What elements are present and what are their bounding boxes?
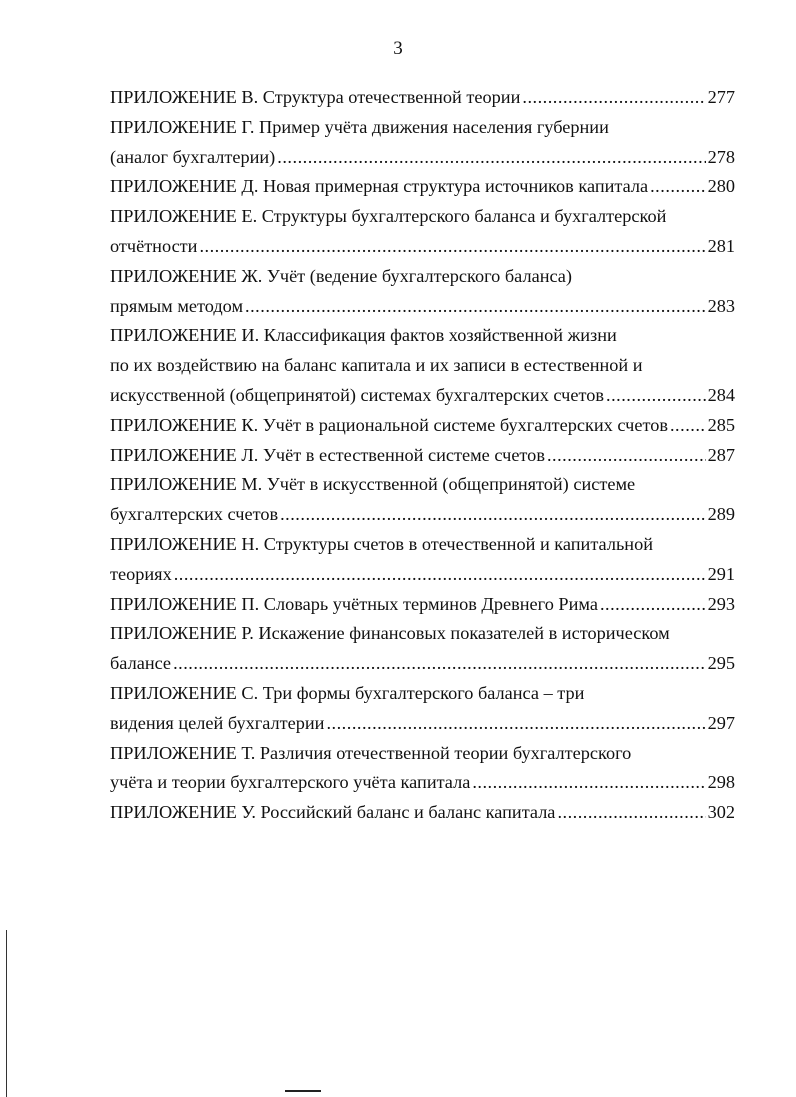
dot-leader (472, 768, 705, 798)
dot-leader (600, 590, 706, 620)
toc-entry-title: ПРИЛОЖЕНИЕ Е. Структуры бухгалтерского баланса и бухгалтерской (110, 206, 667, 227)
toc-entry-title: прямым методом (110, 295, 244, 316)
dot-leader (326, 709, 705, 739)
toc-line (110, 590, 735, 620)
toc-entry-title: теориях (110, 563, 172, 584)
toc-entry-title: бухгалтерских счетов (110, 504, 279, 525)
toc-line (110, 232, 735, 262)
toc-line (110, 768, 735, 798)
toc-line (110, 500, 735, 530)
toc-line (110, 739, 735, 769)
toc-entry-title: ПРИЛОЖЕНИЕ У. Российский баланс и баланс капитала (110, 802, 556, 823)
dot-leader (670, 411, 706, 441)
toc-entry-page: 289 (707, 504, 735, 525)
toc-line (110, 381, 735, 411)
toc-line (110, 172, 735, 202)
toc-entry-title: ПРИЛОЖЕНИЕ Н. Структуры счетов в отечественной и капитальной (110, 533, 653, 554)
toc-entry-title: отчётности (110, 235, 198, 256)
toc-entry-title: ПРИЛОЖЕНИЕ В. Структура отечественной теории (110, 87, 521, 107)
toc-line (110, 83, 735, 113)
toc-entry-title: ПРИЛОЖЕНИЕ Р. Искажение финансовых показателей в историческом (110, 623, 670, 644)
toc-line (110, 649, 735, 679)
toc-line (110, 202, 735, 232)
toc-line (110, 351, 735, 381)
toc-entry-page: 284 (707, 384, 735, 405)
toc-line (110, 798, 735, 828)
toc-line (110, 441, 735, 471)
toc-entry-title: ПРИЛОЖЕНИЕ М. Учёт в искусственной (общепринятой) системе (110, 474, 636, 495)
page-number: 3 (393, 38, 403, 59)
toc-entry-title: ПРИЛОЖЕНИЕ Г. Пример учёта движения населения губернии (110, 116, 609, 137)
toc-line (110, 470, 735, 500)
toc-entry-page: 291 (707, 563, 735, 584)
dot-leader (557, 798, 705, 828)
toc-line (110, 292, 735, 322)
dot-leader (547, 441, 706, 471)
margin-line (6, 930, 7, 1097)
toc-entry-title: ПРИЛОЖЕНИЕ К. Учёт в рациональной системе бухгалтерских счетов (110, 414, 668, 435)
dot-leader (245, 292, 706, 322)
toc-entry-page: 277 (707, 87, 735, 107)
toc-entry-page: 280 (707, 176, 735, 197)
toc-entry-title: по их воздействию на баланс капитала и их записи в естественной и (110, 355, 643, 376)
dot-leader (522, 83, 705, 113)
dot-leader (173, 649, 706, 679)
table-of-contents (110, 83, 735, 828)
toc-line (110, 143, 735, 173)
toc-entry-title: искусственной (общепринятой) системах бухгалтерских счетов (110, 384, 605, 405)
toc-entry-title: ПРИЛОЖЕНИЕ Д. Новая примерная структура источников капитала (110, 176, 649, 197)
toc-entry-title: ПРИЛОЖЕНИЕ С. Три формы бухгалтерского баланса – три (110, 682, 585, 703)
toc-entry-title: ПРИЛОЖЕНИЕ Ж. Учёт (ведение бухгалтерского баланса) (110, 265, 573, 286)
toc-entry-page: 283 (707, 295, 735, 316)
toc-line (110, 709, 735, 739)
toc-entry-page: 287 (707, 444, 735, 465)
toc-line (110, 113, 735, 143)
dot-leader (199, 232, 705, 262)
toc-entry-title: ПРИЛОЖЕНИЕ Т. Различия отечественной теории бухгалтерского (110, 742, 632, 763)
dot-leader (606, 381, 706, 411)
toc-entry-page: 278 (707, 146, 735, 167)
toc-entry-page: 281 (707, 235, 735, 256)
toc-entry-title: ПРИЛОЖЕНИЕ П. Словарь учётных терминов Древнего Рима (110, 593, 598, 614)
toc-line (110, 619, 735, 649)
toc-line (110, 411, 735, 441)
dot-leader (174, 560, 706, 590)
toc-entry-page: 295 (707, 653, 735, 674)
dot-leader (280, 500, 705, 530)
toc-entry-title: учёта и теории бухгалтерского учёта капитала (110, 772, 471, 793)
dot-leader (650, 172, 705, 202)
toc-entry-page: 302 (707, 802, 735, 823)
toc-entry-page: 285 (707, 414, 735, 435)
toc-entry-title: балансе (110, 653, 172, 674)
toc-entry-page: 297 (707, 712, 735, 733)
toc-line (110, 530, 735, 560)
toc-line (110, 262, 735, 292)
toc-entry-page: 293 (707, 593, 735, 614)
toc-line (110, 321, 735, 351)
toc-entry-page: 298 (707, 772, 735, 793)
dot-leader (277, 143, 705, 173)
toc-line (110, 679, 735, 709)
footer-mark (285, 1090, 321, 1092)
toc-line (110, 560, 735, 590)
toc-entry-title: (аналог бухгалтерии) (110, 146, 276, 167)
toc-entry-title: ПРИЛОЖЕНИЕ Л. Учёт в естественной системе счетов (110, 444, 545, 465)
toc-entry-title: видения целей бухгалтерии (110, 712, 325, 733)
toc-entry-title: ПРИЛОЖЕНИЕ И. Классификация фактов хозяйственной жизни (110, 325, 617, 346)
